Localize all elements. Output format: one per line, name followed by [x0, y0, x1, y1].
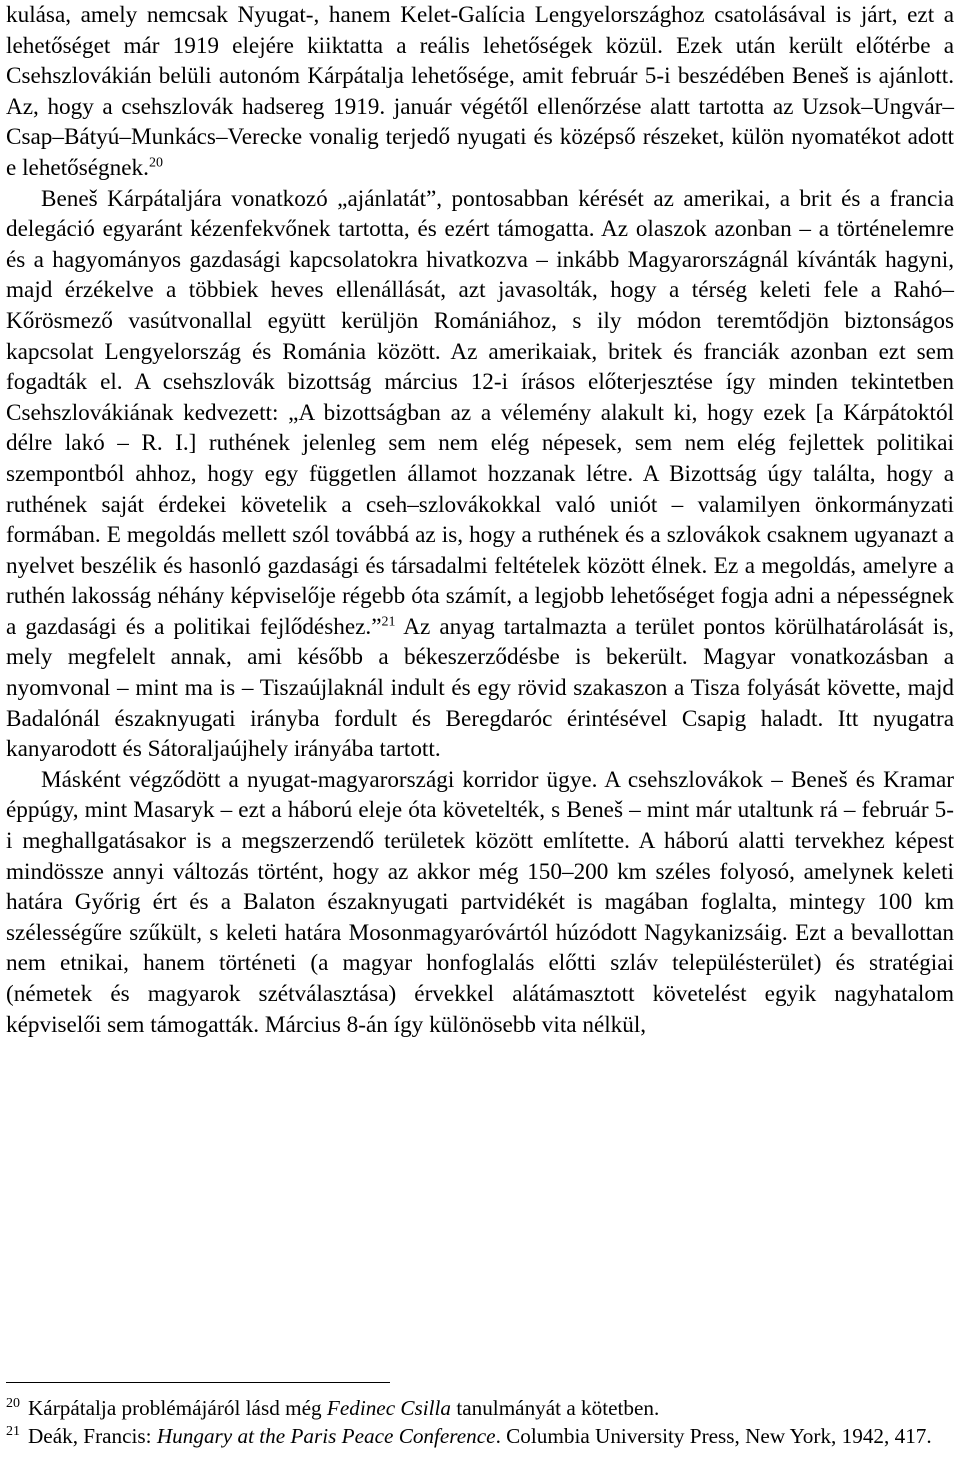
footnote-author: Fedinec Csilla — [326, 1396, 452, 1420]
paragraph-1 — [6, 0, 954, 184]
footnote-text — [28, 1394, 954, 1422]
footnotes — [6, 1394, 954, 1450]
footnote-book-title: Hungary at the Paris Peace Conference — [156, 1424, 496, 1448]
footnote-separator — [6, 1382, 390, 1383]
paragraph-2-text-b: Az anyag tartalmazta a terület pontos körülhatárolását is, mely megfelelt annak, ami később a békeszerződésbe is bekerült. Magyar vonatkozásban a nyomvonal – mint ma is – Tiszaújlaknál indult és egy rövid szakaszon a Tisza folyását követte, majd Badalónál északnyugati irányba fordult és Beregdaróc érintésével Csapig haladt. Itt nyugatra kanyarodott és Sátoraljaújhely irányába tartott. — [6, 613, 954, 763]
paragraph-3: Másként végződött a nyugat-magyarországi korridor ügye. A csehszlovákok – Beneš és Kramar éppúgy, mint Masaryk – ezt a háború eleje óta követelték, s Beneš – mint már utaltunk rá – február 5-i meghallgatásakor is a megszerzendő területek között említette. A háború alatti tervekhez képest mindössze annyi változás történt, hogy az akkor még 150–200 km széles folyosó, amelynek keleti határa Győrig ért és a Balaton északnyugati partvidékét is magában foglalta, mintegy 100 km szélességűre szűkült, s keleti határa Mosonmagyaróvártól húzódott Nagykanizsáig. Ezt a bevallottan nem etnikai, hanem történeti (a magyar honfoglalás előtti szláv településterület) és stratégiai (németek és magyarok szétválasztása) érvekkel alátámasztott követelést egyik nagyhatalom képviselői sem támogatták. Március 8-án így különösebb vita nélkül, — [6, 766, 954, 1038]
body-text — [6, 0, 954, 1040]
footnote-text-after: . Columbia University Press, New York, 1942, 417. — [495, 1424, 932, 1448]
paragraph-2 — [6, 184, 954, 765]
footnote-20 — [6, 1394, 954, 1422]
footnote-ref-20[interactable]: 20 — [148, 155, 163, 171]
paragraph-2-text-a: Beneš Kárpátaljára vonatkozó „ajánlatát”, pontosabban kérését az amerikai, a brit és a francia delegáció egyaránt kézenfekvőnek tartotta, és ezért támogatta. Az olaszok azonban – a történelemre és a hagyományos gazdasági kapcsolatokra hivatkozva – inkább Magyarországnál kívánták hagyni, majd érzékelve a többiek heves ellenállását, azt javasolták, hogy a térség keleti fele a Rahó–Kőrösmező vasútvonallal együtt kerüljön Romániához, s ily módon teremtődjön biztonságos kapcsolat Lengyelország és Románia között. Az amerikaiak, britek és franciák azonban ezt sem fogadták el. A csehszlovák bizottság március 12-i írásos előterjesztése így minden tekintetben Csehszlovákiának kedvezett: „A bizottságban az a vélemény alakult ki, hogy ezek [a Kárpátoktól délre lakó – R. I.] ruthének jelenleg sem nem elég népesek, sem nem elég fejlettek politikai szempontból ahhoz, hogy egy független államot hozzanak létre. A Bizottság úgy találta, hogy a ruthének saját érdekei követelik a cseh–szlovákokkal való uniót – valamilyen önkormányzati formában. E megoldás mellett szól továbbá az is, hogy a ruthének és a szlovákok csaknem ugyanazt a nyelvet beszélik és hasonló gazdasági és társadalmi feltételek között élnek. Ez a megoldás, amelyre a ruthén lakosság néhány képviselője régebb óta számít, a legjobb lehetőséget fogja adni a népességnek a gazdasági és a politikai fejlődéshez.” — [6, 185, 954, 640]
footnote-text-before: Kárpátalja problémájáról lásd még — [28, 1396, 327, 1420]
paragraph-1-text: kulása, amely nemcsak Nyugat-, hanem Kelet-Galícia Lengyelországhoz csatolásával is járt, ezt a lehetőséget már 1919 elejére kiiktatta a reális lehetőségek közül. Ezek után került előtérbe a Csehszlovákián belüli autonóm Kárpátalja lehetősége, amit február 5-i beszédében Beneš is ajánlott. Az, hogy a csehszlovák hadsereg 1919. január végétől ellenőrzése alatt tartotta az Uzsok–Ungvár–Csap–Bátyú–Munkács–Verecke vonalig terjedő nyugati és középső részeket, külön nyomatékot adott e lehetőségnek. — [6, 2, 954, 181]
page — [6, 0, 954, 1040]
footnote-text-before: Deák, Francis: — [28, 1424, 157, 1448]
footnote-text — [28, 1422, 954, 1450]
footnote-number: 20 — [6, 1396, 20, 1411]
footnote-text-after: tanulmányát a kötetben. — [451, 1396, 660, 1420]
footnote-ref-21[interactable]: 21 — [381, 614, 396, 630]
footnote-21 — [6, 1422, 954, 1450]
footnote-number: 21 — [6, 1424, 20, 1439]
